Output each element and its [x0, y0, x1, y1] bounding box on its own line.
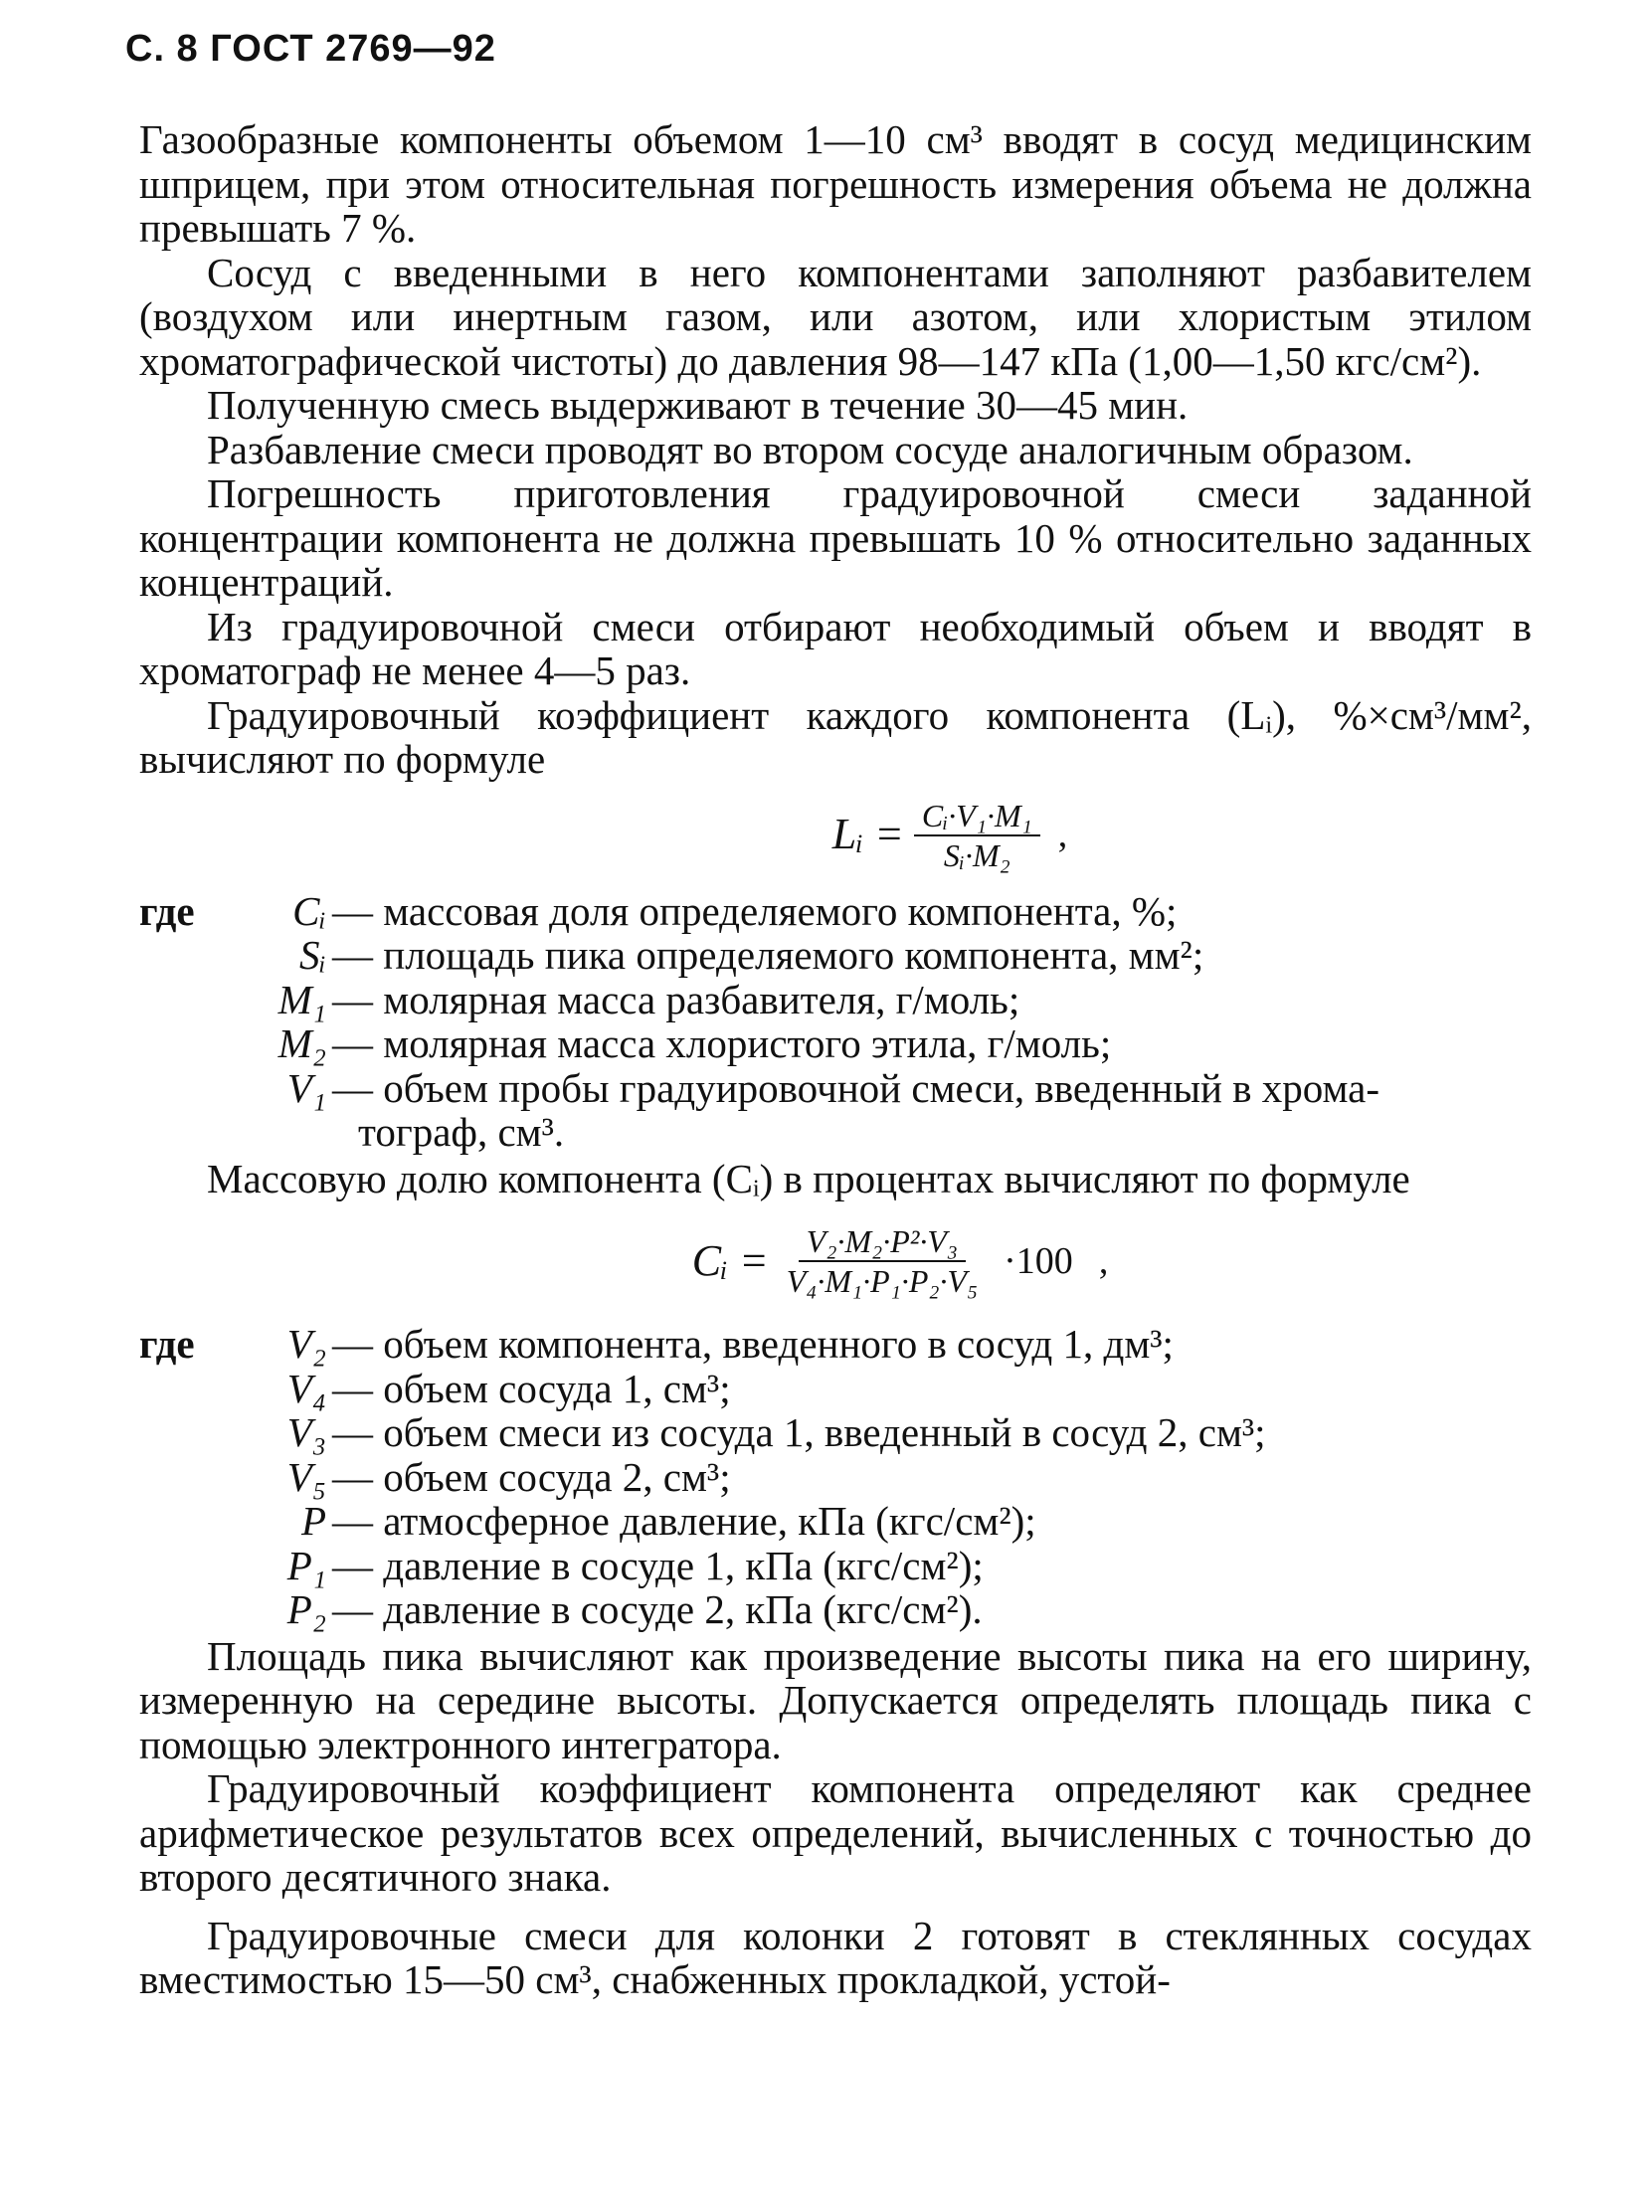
- definition-symbol: M₂: [277, 1020, 326, 1066]
- paragraph-gas-components: Газообразные компоненты объемом 1—10 см³ вводят в сосуд медицинским шприцем, при этом относительная погрешность измерения объема не должна превышать 7 %.: [139, 116, 1532, 251]
- definition-row: [139, 1455, 1532, 1500]
- formula1-tail: ,: [1057, 814, 1068, 856]
- definition-row: [139, 1410, 1532, 1455]
- definition-symbol: V₁: [286, 1064, 326, 1111]
- formula2-denominator: V₄·M₁·P₁·P₂·V₅: [786, 1263, 979, 1299]
- definition-row: [139, 1021, 1532, 1066]
- definition-symbol: Cᵢ: [292, 887, 326, 934]
- definition-symbol: Sᵢ: [299, 932, 326, 978]
- paragraph-vessel-filling: Сосуд с введенными в него компонентами заполняют разбавителем (воздухом или инертным газом, или азотом, или хлористым этилом хроматографической чистоты) до давления 98—147 кПа (1,00—1,50 кгс/см²).: [139, 249, 1532, 384]
- definition-row: [139, 1587, 1532, 1632]
- where-label: где: [139, 887, 195, 934]
- definition-row: [139, 1066, 1532, 1111]
- definitions-list-2: [139, 1322, 1532, 1632]
- paragraph-average-coefficient: Градуировочный коэффициент компонента определяют как среднее арифметическое результатов всех определений, вычисленных с точностью до второго десятичного знака.: [139, 1765, 1532, 1900]
- definition-row: [139, 1499, 1532, 1544]
- formula1-fraction: [914, 797, 1040, 874]
- definition-row: [139, 1367, 1532, 1411]
- definition-symbol: M₁: [277, 976, 326, 1022]
- formula2-fraction: [779, 1222, 986, 1300]
- paragraph-sampling: Из градуировочной смеси отбирают необходимый объем и вводят в хроматограф не менее 4—5 раз.: [139, 603, 1532, 693]
- definition-row: [139, 933, 1532, 978]
- definition-text: — объем компонента, введенного в сосуд 1, дм³;: [332, 1321, 1174, 1367]
- paragraph-holding-time: Полученную смесь выдерживают в течение 30—45 мин.: [207, 382, 1189, 428]
- formula1-numerator: Cᵢ·V₁·M₁: [914, 797, 1040, 836]
- formula2-tail: ,: [1098, 1239, 1109, 1282]
- document-body: [139, 117, 1532, 2002]
- formula2-multiplier: ·100: [1004, 1239, 1073, 1282]
- formula1-lhs: Lᵢ =: [831, 810, 904, 859]
- formula-mass-fraction: [139, 1206, 1532, 1316]
- definition-text: — давление в сосуде 2, кПа (кгс/см²).: [332, 1586, 983, 1632]
- definition-text: — объем сосуда 2, см³;: [332, 1453, 731, 1500]
- formula-calibration-coefficient: [139, 788, 1532, 883]
- definition-text: тограф, см³.: [358, 1109, 565, 1155]
- definitions-list-1: [139, 889, 1532, 1155]
- paragraph-error: Погрешность приготовления градуировочной смеси заданной концентрации компонента не должна превышать 10 % относительно заданных концентраций.: [139, 470, 1532, 605]
- paragraph-dilution: Разбавление смеси проводят во втором сосуде аналогичным образом.: [207, 426, 1413, 472]
- page-header: С. 8 ГОСТ 2769—92: [125, 28, 496, 70]
- definition-symbol: P: [300, 1498, 326, 1544]
- definition-row: [139, 1544, 1532, 1588]
- definition-text: — массовая доля определяемого компонента, %;: [332, 887, 1178, 934]
- definition-text: — давление в сосуде 1, кПа (кгс/см²);: [332, 1542, 984, 1588]
- formula2-numerator: V₂·M₂·P²·V₃: [799, 1222, 966, 1262]
- paragraph-peak-area: Площадь пика вычисляют как произведение высоты пика на его ширину, измеренную на середине высоты. Допускается определять площадь пика с помощью электронного интегратора.: [139, 1632, 1532, 1767]
- definition-text: — объем смеси из сосуда 1, введенный в сосуд 2, см³;: [332, 1409, 1266, 1455]
- definition-symbol: V₅: [286, 1453, 326, 1500]
- definition-text: — объем сосуда 1, см³;: [332, 1365, 731, 1411]
- definition-text: — объем пробы градуировочной смеси, введенный в хрома-: [332, 1064, 1380, 1111]
- definition-text: — площадь пика определяемого компонента, мм²;: [332, 932, 1204, 978]
- definition-row: [139, 889, 1532, 934]
- definition-text: — атмосферное давление, кПа (кгс/см²);: [332, 1498, 1036, 1544]
- definition-row: [139, 1322, 1532, 1367]
- definition-text: — молярная масса разбавителя, г/моль;: [332, 976, 1020, 1022]
- definition-row-continuation: [139, 1110, 1532, 1155]
- definition-symbol: P₂: [286, 1586, 326, 1632]
- paragraph-column-2-mixtures: Градуировочные смеси для колонки 2 готовят в стеклянных сосудах вместимостью 15—50 см³, снабженных прокладкой, устой-: [139, 1912, 1532, 2002]
- definition-symbol: V₃: [286, 1409, 326, 1455]
- formula2-lhs: Cᵢ =: [691, 1235, 769, 1285]
- definition-text: — молярная масса хлористого этила, г/моль;: [332, 1020, 1112, 1066]
- where-label: где: [139, 1321, 195, 1367]
- paragraph-calibration-coefficient: Градуировочный коэффициент каждого компонента (Lᵢ), %×см³/мм², вычисляют по формуле: [139, 691, 1532, 782]
- definition-symbol: V₂: [286, 1321, 326, 1367]
- definition-symbol: V₄: [286, 1365, 326, 1411]
- definition-symbol: P₁: [286, 1542, 326, 1588]
- paragraph-mass-fraction: Массовую долю компонента (Cᵢ) в процентах вычисляют по формуле: [207, 1155, 1410, 1201]
- formula1-denominator: Sᵢ·M₂: [943, 836, 1010, 873]
- definition-row: [139, 978, 1532, 1022]
